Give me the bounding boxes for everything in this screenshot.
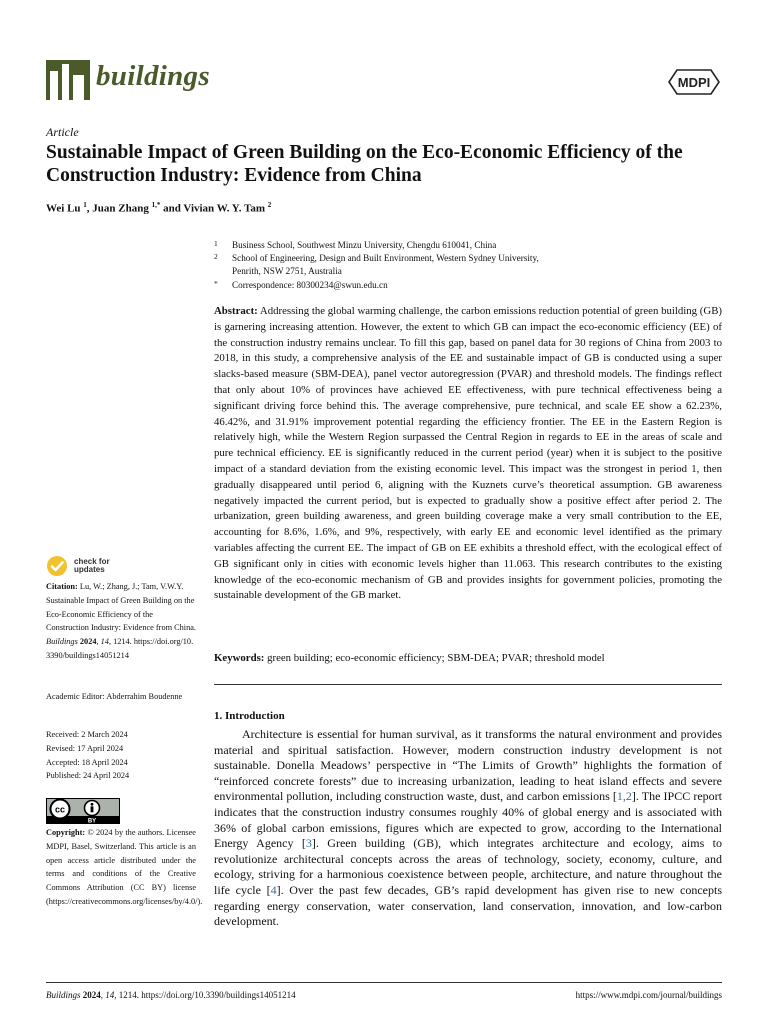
footer-doi: , 1214. https://doi.org/10.3390/buildings14051214 (114, 990, 296, 1000)
citation-volume: 14 (100, 637, 109, 647)
abstract-label: Abstract: (214, 305, 258, 317)
published-date: Published: 24 April 2024 (46, 771, 130, 781)
journal-name: buildings (96, 60, 210, 92)
author-affiliation-mark: 1,* (151, 201, 161, 209)
author-separator: , (86, 202, 93, 215)
citation-block: Citation: Lu, W.; Zhang, J.; Tam, V.W.Y. Sustainable Impact of Green Building on the Eco-Economic Efficiency of the Construction Industry: Evidence from China. Buildings 2024, 14, 1214. https://doi.org/10.3390/buildings14051214 (46, 582, 197, 660)
abstract (214, 304, 722, 604)
svg-text:MDPI: MDPI (677, 75, 711, 90)
check-updates-line2: updates (74, 565, 105, 574)
citation-journal: Buildings (46, 637, 78, 647)
introduction-paragraph (214, 727, 722, 930)
author-name: Vivian W. Y. Tam (183, 202, 266, 215)
check-updates-line1: check for (74, 556, 110, 566)
intro-text: ]. Green building (GB), which integrates architecture and ecology, aims to revolutionize architectural concepts across the areas of technology, society, economy, culture, and ecology, striving for a harmonious coexistence between people, architecture, and nature throughout the life cycle [ (214, 836, 722, 897)
academic-editor (46, 690, 196, 704)
accepted-date: Accepted: 18 April 2024 (46, 757, 128, 767)
mdpi-logo (668, 69, 720, 95)
affiliation-text-cont: Penrith, NSW 2751, Australia (232, 266, 342, 276)
section-heading: 1. Introduction (214, 710, 285, 722)
affiliation (214, 279, 388, 292)
intro-text: ]. The IPCC report indicates that the construction industry consumes roughly 40% of global energy and is associated with 36% of global carbon emissions, figures which are expected to grow, according to the International Energy Agency [ (214, 789, 722, 851)
citation-label: Citation: (46, 582, 78, 591)
revised-date: Revised: 17 April 2024 (46, 743, 124, 753)
paper-title: Sustainable Impact of Green Building on the Eco-Economic Efficiency of the Construction Industry: Evidence from China (46, 142, 683, 186)
author-list (46, 201, 271, 215)
svg-text:cc: cc (54, 804, 66, 815)
keywords-label: Keywords: (214, 652, 265, 664)
check-updates-icon (46, 555, 68, 577)
citation-pages: , 1214. (108, 637, 132, 647)
reference-link[interactable]: 1,2 (616, 789, 632, 804)
section-divider (214, 684, 722, 685)
affiliation-text: School of Engineering, Design and Built Environment, Western Sydney University, (232, 253, 539, 263)
footer-journal: Buildings (46, 990, 81, 1000)
editor-name: Abderrahim Boudenne (106, 692, 183, 701)
cc-by-license-icon[interactable] (46, 798, 120, 824)
footer-journal-link[interactable]: https://www.mdpi.com/journal/buildings (575, 990, 722, 1000)
article-dates (46, 728, 196, 783)
affiliation-mark: 1 (214, 239, 218, 248)
affiliation-text: Business School, Southwest Minzu University, Chengdu 610041, China (232, 240, 497, 250)
check-for-updates-button[interactable] (46, 555, 110, 577)
footer-year: 2024 (82, 990, 101, 1000)
author-and: and (160, 202, 184, 215)
abstract-text: Addressing the global warming challenge, the carbon emissions reduction potential of green building (GB) is garnering increasing attention. However, the extent to which GB can impact the eco-economic efficiency (EE) of the construction industry remains unclear. To fill this gap, based on panel data for 30 regions of China from 2003 to 2018, in this study, a comprehensive analysis of the EE and sustainable impact of GB is conducted using a super slacks-based measure (SBM-DEA), panel vector autoregression (PVAR) and threshold models. The findings reflect that only about 10% of provinces have achieved EE effectiveness, with pure technical effectiveness being a significant driving force behind this. The average comprehensive, pure technical, and scale EE show a 62.23%, 46.42%, and 31.91% improvement potential regarding the efficiency frontier. The EE in the Eastern Region is relatively high, while the Western Region surpassed the Central Region in regards to EE in the areas of scale and pure technical efficiency. EE is significantly reduced in the current period (year) when it is subject to the positive impact of a standard deviation from the existing economic level. This impact was the strongest in period 1, then gradually disappeared until period 6, aligning with the Kuznets curve’s theoretical assumption. GB awareness negatively impacted the current period, but is expected to gradually show a positive effect after period 2. The urbanization, green building awareness, and green building coverage make a very small contribution to the EE, accounting for 8.6%, 1.6%, and 9%, respectively, with early EE and economic level identified as the primary variables affecting the current EE. The impact of GB on EE exhibits a threshold effect, with the ecological effect of GB significant only in cities with economic levels higher than 11.063. This research contributes to the existing knowledge of the eco-economic mechanism of GB and provides insights for government policies, promoting the sustainable development of the GB market. (214, 305, 722, 602)
author-affiliation-mark: 2 (267, 201, 272, 209)
received-date: Received: 2 March 2024 (46, 730, 128, 739)
correspondence-email: Correspondence: 80300234@swun.edu.cn (232, 280, 388, 290)
affiliation (214, 239, 496, 252)
check-updates-label (74, 558, 110, 575)
affiliation-mark: 2 (214, 252, 218, 261)
copyright-notice (46, 826, 203, 909)
cc-by-text: BY (87, 818, 97, 824)
author-affiliation-mark: 1 (83, 201, 87, 209)
keywords (214, 652, 722, 664)
copyright-label: Copyright: (46, 828, 86, 837)
author-name: Wei Lu (46, 202, 81, 215)
intro-text: ]. Over the past few decades, GB’s rapid development has given rise to new concepts regarding energy conservation, water conservation, land conservation, innovation, and low-carbon development. (214, 882, 722, 929)
citation-year: 2024 (79, 637, 97, 647)
affiliation (214, 252, 539, 278)
footer-citation: Buildings 2024, 14, 1214. https://doi.org/10.3390/buildings14051214 (46, 990, 296, 1000)
reference-link[interactable]: 4 (270, 882, 277, 897)
author-name: Juan Zhang (92, 202, 149, 215)
editor-label: Academic Editor: (46, 692, 105, 701)
footer-volume: 14 (105, 990, 115, 1000)
intro-text: Architecture is essential for human survival, as it transforms the natural environment and provides material and spiritual satisfaction. However, modern construction industry development is not sustainable. Donella Meadows’ perspective in “The Limits of Growth” highlights the formation of “reinforced concrete forests” due to increasing urbanization, leading to heat island effects and severe environmental pollution, including construction waste, dust, and carbon emissions [ (214, 727, 722, 804)
citation-doi-link[interactable]: https://doi.org/10.3390/buildings14051214 (46, 637, 194, 660)
copyright-text: © 2024 by the authors. Licensee MDPI, Basel, Switzerland. This article is an open access article distributed under the terms and conditions of the Creative Commons Attribution (CC BY) license (https://creativecommons.org/licenses/by/4.0/). (46, 828, 203, 906)
article-type: Article (46, 125, 79, 139)
reference-link[interactable]: 3 (305, 836, 312, 851)
affiliation-mark: * (214, 279, 218, 288)
citation-text: Lu, W.; Zhang, J.; Tam, V.W.Y. Sustainable Impact of Green Building on the Eco-Economic Efficiency of the Construction Industry: Evidence from China. (46, 582, 197, 633)
keywords-text: green building; eco-economic efficiency; SBM-DEA; PVAR; threshold model (267, 652, 605, 664)
footer-divider (46, 982, 722, 983)
journal-logo-icon (46, 60, 90, 100)
